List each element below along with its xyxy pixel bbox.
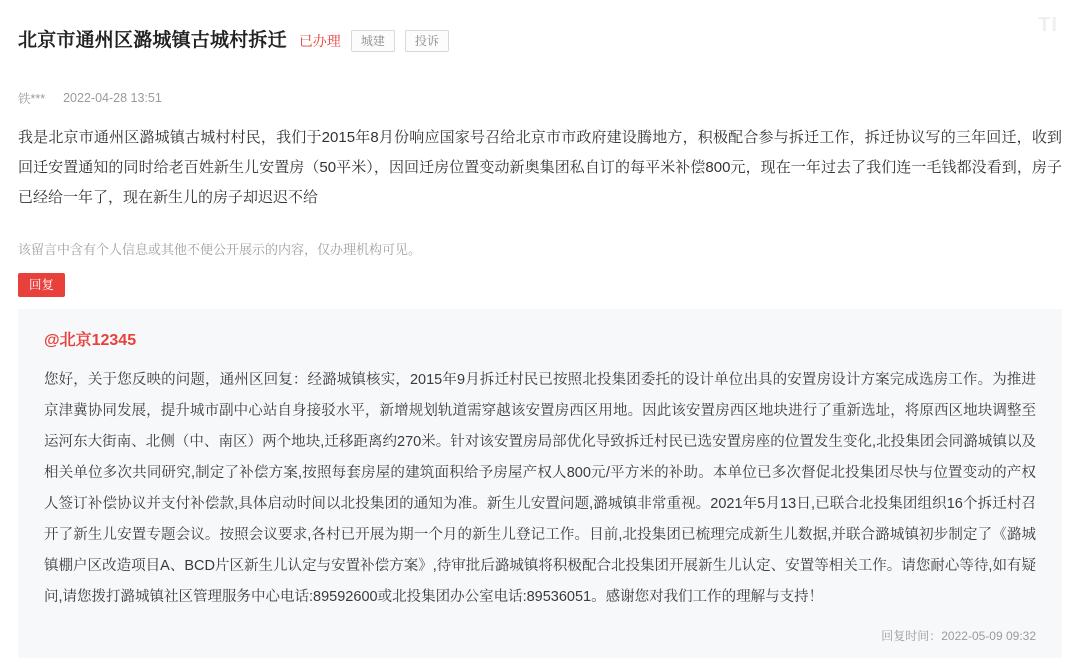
reply-button[interactable]: 回复 — [18, 273, 65, 297]
page-header — [18, 0, 1062, 67]
reply-body-text: 您好，关于您反映的问题，通州区回复：经潞城镇核实，2015年9月拆迁村民已按照北投集团委托的设计单位出具的安置房设计方案完成选房工作。为推进京津冀协同发展，提升城市副中心站自身接驳水平，新增规划轨道需穿越该安置房西区用地。因此该安置房西区地块进行了重新选址，将原西区地块调整至运河东大街南、北侧（中、南区）两个地块,迁移距离约270米。针对该安置房局部优化导致拆迁村民已选安置房座的位置发生变化,北投集团会同潞城镇以及相关单位多次共同研究,制定了补偿方案,按照每套房屋的建筑面积给予房屋产权人800元/平方米的补助。本单位已多次督促北投集团尽快与位置变动的产权人签订补偿协议并支付补偿款,具体启动时间以北投集团的通知为准。新生儿安置问题,潞城镇非常重视。2021年5月13日,已联合北投集团组织16个拆迁村召开了新生儿安置专题会议。按照会议要求,各村已开展为期一个月的新生儿登记工作。目前,北投集团已梳理完成新生儿数据,并联合潞城镇初步制定了《潞城镇棚户区改造项目A、BCD片区新生儿认定与安置补偿方案》,待审批后潞城镇将积极配合北投集团开展新生儿认定、安置等相关工作。请您耐心等待,如有疑问,请您拨打潞城镇社区管理服务中心电话:89592600或北投集团办公室电话:89536051。感谢您对我们工作的理解与支持！ — [44, 372, 1036, 606]
reply-timestamp-label: 回复时间： — [881, 629, 942, 644]
page-title: 北京市通州区潞城镇古城村拆迁 — [18, 29, 287, 51]
category-tag-construction[interactable]: 城建 — [351, 30, 395, 52]
reply-timestamp — [44, 627, 1036, 644]
reply-timestamp-value: 2022-05-09 09:32 — [941, 629, 1036, 644]
post-meta — [18, 89, 1062, 107]
privacy-notice: 该留言中含有个人信息或其他不便公开展示的内容，仅办理机构可见。 — [18, 242, 422, 258]
status-badge: 已办理 — [298, 32, 341, 49]
reply-action-row — [18, 273, 1062, 297]
category-tag-complaint[interactable]: 投诉 — [405, 30, 449, 52]
post-body-text: 我是北京市通州区潞城镇古城村村民，我们于2015年8月份响应国家号召给北京市市政府建设腾地方，积极配合参与拆迁工作，拆迁协议写的三年回迁，收到回迁安置通知的同时给老百姓新生儿安置房（50平米），因回迁房位置变动新奥集团私自订的每平米补偿800元，现在一年过去了我们连一毛钱都没看到，房子已经给一年了，现在新生儿的房子却迟迟不给 — [18, 129, 1062, 207]
author-name: 铁*** — [18, 92, 46, 107]
reply-author-name[interactable]: @北京12345 — [44, 332, 137, 350]
post-timestamp: 2022-04-28 13:51 — [63, 91, 162, 106]
official-reply-card — [18, 309, 1062, 658]
watermark-logo: TI — [1038, 14, 1058, 36]
